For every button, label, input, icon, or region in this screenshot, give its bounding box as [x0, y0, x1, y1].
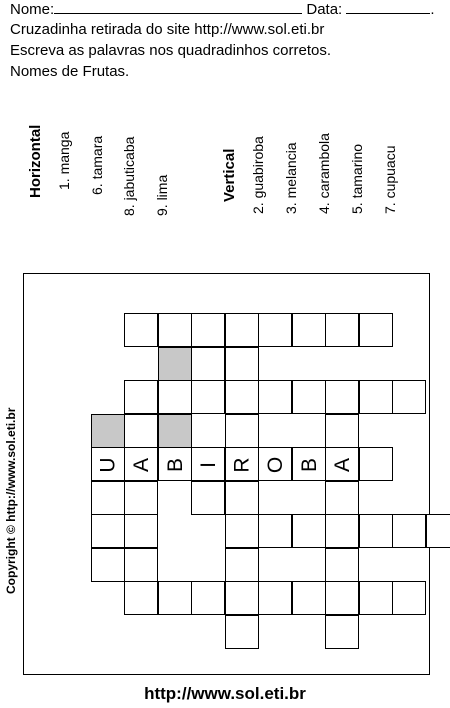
grid-cell[interactable]: [392, 514, 426, 548]
grid-cell[interactable]: [325, 414, 359, 448]
cell-letter-text: A: [330, 457, 354, 473]
grid-cell[interactable]: [359, 447, 393, 481]
cell-letter: [259, 448, 293, 482]
grid-cell[interactable]: [325, 481, 359, 515]
grid-cell[interactable]: [258, 380, 292, 414]
grid-cell[interactable]: [191, 380, 225, 414]
cell-letter-text: R: [230, 457, 254, 473]
footer-url[interactable]: http://www.sol.eti.br: [144, 684, 306, 703]
grid-cell[interactable]: [225, 581, 259, 615]
grid-cell[interactable]: [158, 447, 192, 481]
grid-cell[interactable]: [191, 347, 225, 381]
grid-cell[interactable]: [225, 481, 259, 515]
copyright-text: Copyright © http://www.sol.eti.br: [4, 407, 18, 594]
clue-vertical-3: 3. melancia: [283, 142, 299, 214]
grid-cell[interactable]: [325, 514, 359, 548]
grid-cell[interactable]: [124, 380, 158, 414]
grid-cell[interactable]: [359, 313, 393, 347]
grid-cell[interactable]: [325, 447, 359, 481]
trailing-dot: .: [430, 1, 435, 18]
grid-cell[interactable]: [158, 414, 192, 448]
grid-cell[interactable]: [91, 447, 125, 481]
grid-cell[interactable]: [258, 514, 292, 548]
grid-cell[interactable]: [91, 414, 125, 448]
grid-cell[interactable]: [124, 414, 158, 448]
grid-cell[interactable]: [292, 514, 326, 548]
clue-vertical-4: 4. carambola: [316, 133, 332, 214]
grid-cell[interactable]: [158, 380, 192, 414]
grid-cell[interactable]: [191, 481, 225, 515]
grid-cell[interactable]: [124, 548, 158, 582]
grid-cell[interactable]: [392, 380, 426, 414]
cell-letter-text: I: [197, 462, 220, 468]
cell-letter-text: U: [96, 457, 120, 473]
grid-cell[interactable]: [124, 447, 158, 481]
date-field[interactable]: [346, 1, 430, 14]
clue-horizontal-9: 9. lima: [154, 174, 170, 216]
grid-cell[interactable]: [124, 581, 158, 615]
clue-vertical-2: 2. guabiroba: [250, 136, 266, 214]
grid-cell[interactable]: [292, 380, 326, 414]
clue-horizontal-8: 8. jabuticaba: [121, 136, 137, 216]
grid-cell[interactable]: [225, 380, 259, 414]
cell-letter-text: B: [163, 457, 187, 473]
grid-cell[interactable]: [191, 313, 225, 347]
grid-cell[interactable]: [392, 581, 426, 615]
cell-letter-text: O: [264, 456, 287, 474]
grid-cell[interactable]: [191, 447, 225, 481]
grid-cell[interactable]: [325, 548, 359, 582]
clue-vertical-7: 7. cupuacu: [382, 145, 398, 214]
name-label: Nome:: [10, 1, 55, 18]
grid-cell[interactable]: [225, 514, 259, 548]
grid-cell[interactable]: [124, 481, 158, 515]
grid-cell[interactable]: [325, 380, 359, 414]
grid-cell[interactable]: [225, 615, 259, 649]
grid-cell[interactable]: [91, 548, 125, 582]
grid-cell[interactable]: [191, 581, 225, 615]
cell-letter: [293, 448, 327, 482]
grid-cell[interactable]: [325, 615, 359, 649]
cell-letter: [226, 448, 260, 482]
grid-cell[interactable]: [258, 447, 292, 481]
grid-cell[interactable]: [258, 313, 292, 347]
grid-cell[interactable]: [325, 581, 359, 615]
grid-cell[interactable]: [359, 581, 393, 615]
grid-cell[interactable]: [426, 514, 450, 548]
clue-horizontal-1: 1. manga: [56, 131, 72, 190]
grid-cell[interactable]: [292, 447, 326, 481]
grid-cell[interactable]: [225, 313, 259, 347]
grid-cell[interactable]: [158, 581, 192, 615]
name-date-line: [10, 1, 435, 19]
grid-cell[interactable]: [292, 581, 326, 615]
grid-cell[interactable]: [225, 548, 259, 582]
vertical-title: Vertical: [221, 148, 238, 202]
grid-cell[interactable]: [258, 581, 292, 615]
grid-cell[interactable]: [325, 313, 359, 347]
cell-letter: [125, 448, 159, 482]
grid-cell[interactable]: [292, 313, 326, 347]
date-label: Data:: [306, 1, 343, 18]
grid-cell[interactable]: [359, 380, 393, 414]
clue-vertical-5: 5. tamarino: [349, 143, 365, 214]
name-field[interactable]: [54, 1, 302, 14]
grid-cell[interactable]: [124, 514, 158, 548]
grid-cell[interactable]: [91, 514, 125, 548]
grid-cell[interactable]: [158, 347, 192, 381]
grid-cell[interactable]: [158, 313, 192, 347]
cell-letter: [326, 448, 360, 482]
grid-cell[interactable]: [225, 347, 259, 381]
cell-letter: [159, 448, 193, 482]
clue-horizontal-6: 6. tamara: [89, 135, 105, 195]
cell-letter-text: A: [129, 457, 153, 473]
grid-cell[interactable]: [359, 514, 393, 548]
source-line: Cruzadinha retirada do site http://www.sol.eti.br: [10, 21, 325, 38]
cell-letter: [92, 448, 126, 482]
grid-cell[interactable]: [225, 414, 259, 448]
grid-cell[interactable]: [91, 481, 125, 515]
theme-line: Nomes de Frutas.: [10, 63, 130, 80]
grid-cell[interactable]: [124, 313, 158, 347]
grid-cell[interactable]: [225, 447, 259, 481]
cell-letter: [192, 448, 226, 482]
cell-letter-text: B: [297, 457, 321, 473]
instruction-line: Escreva as palavras nos quadradinhos corretos.: [10, 42, 332, 59]
horizontal-title: Horizontal: [27, 124, 44, 198]
